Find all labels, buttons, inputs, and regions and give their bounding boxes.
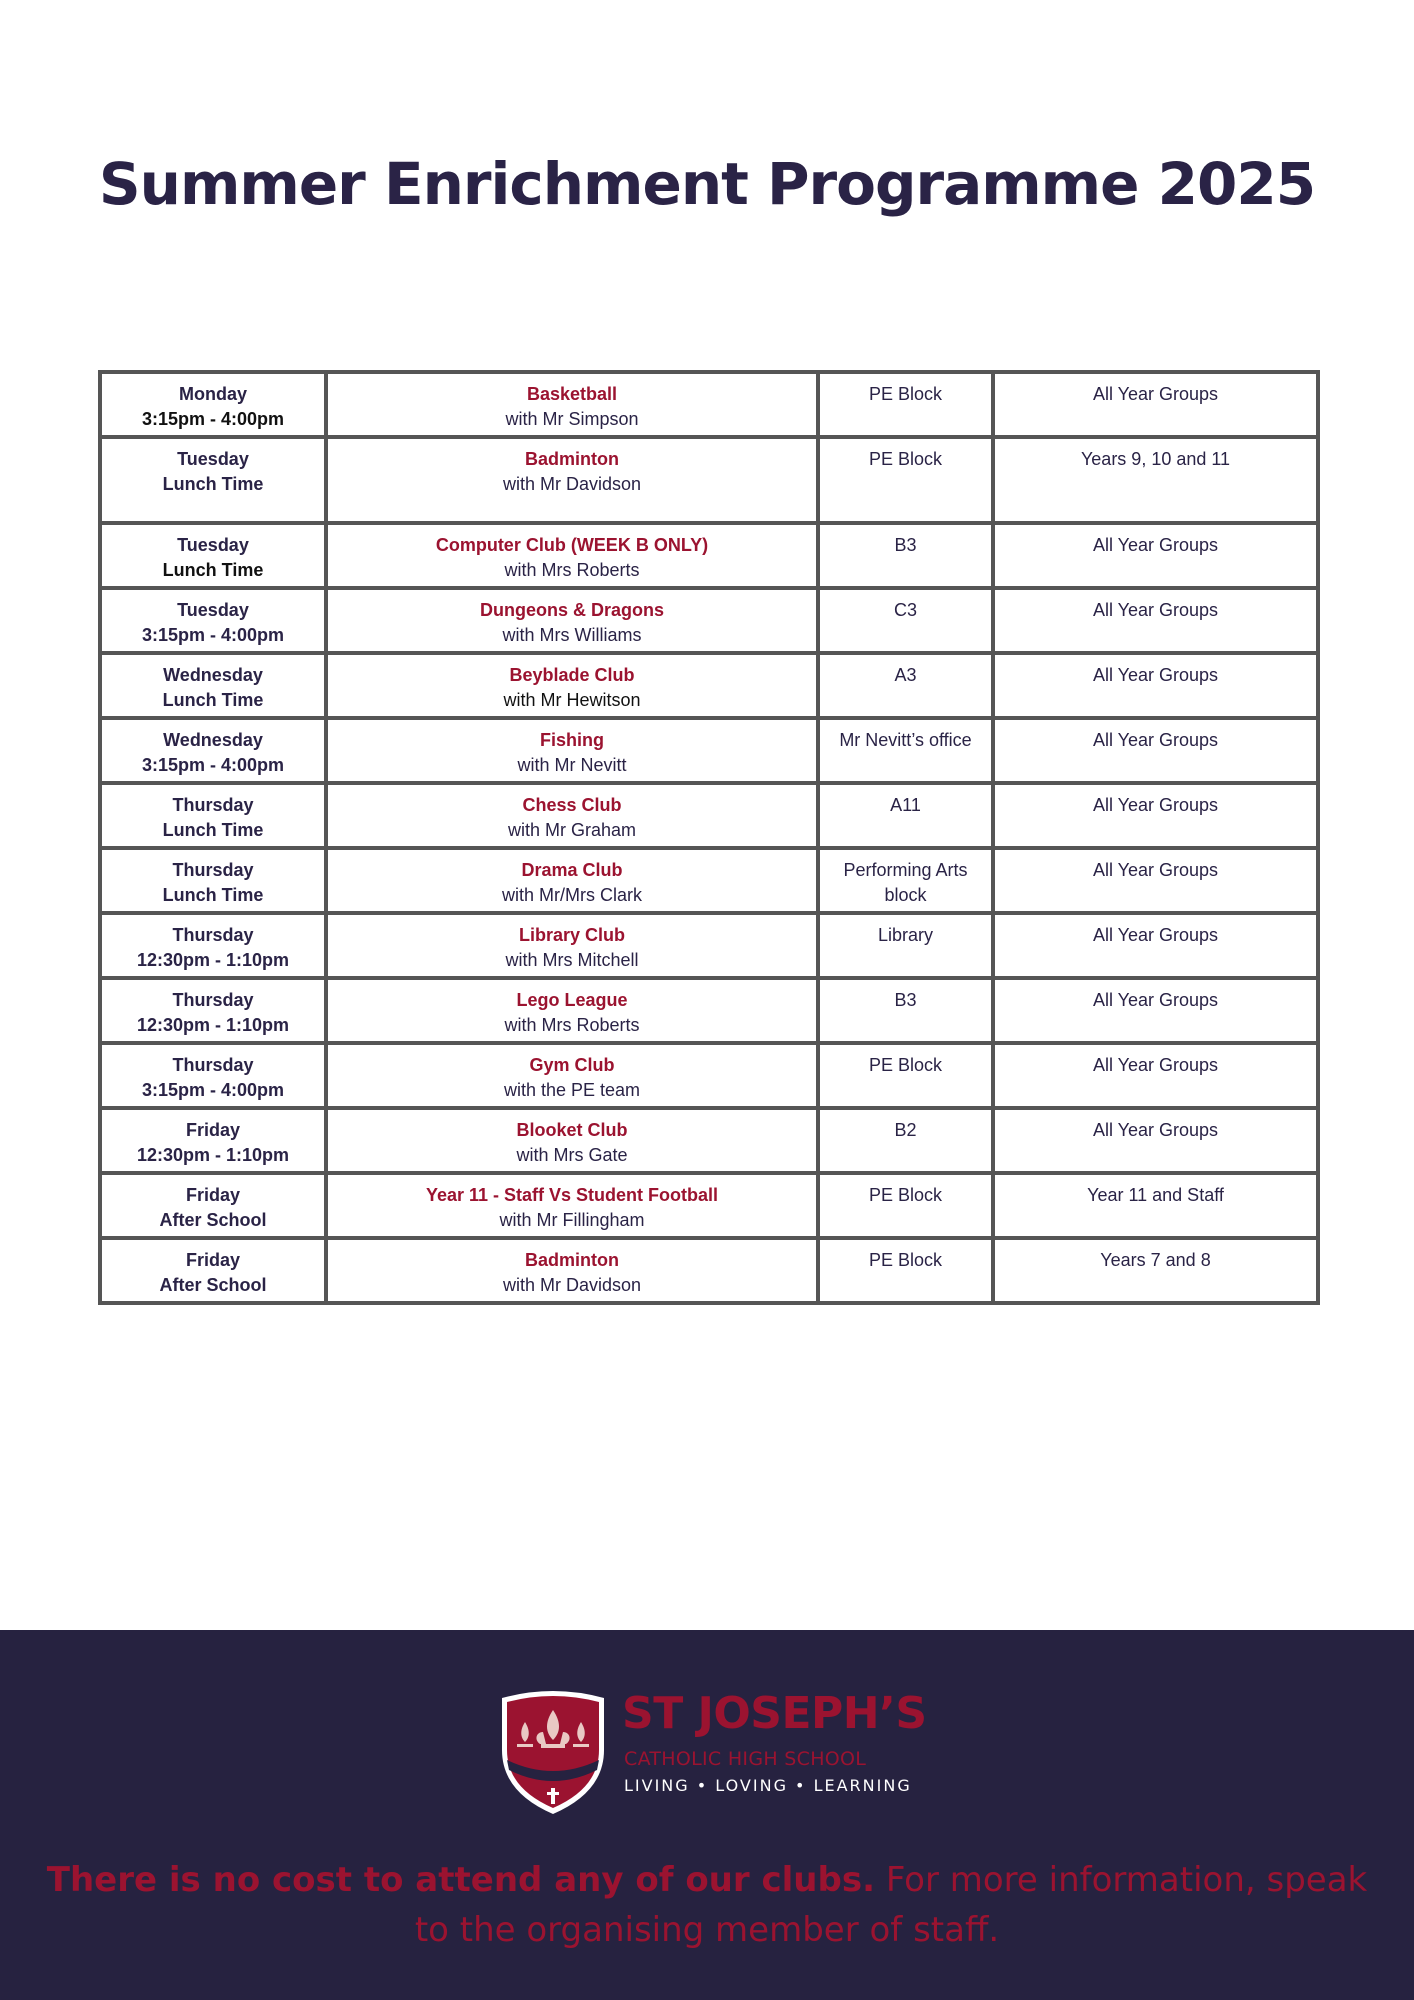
staff-name: with Mr Nevitt [517, 755, 627, 775]
activity-cell [326, 978, 818, 1043]
activity-name: Chess Club [522, 795, 622, 815]
footer-banner [0, 1630, 1414, 2000]
year-groups-cell: All Year Groups [993, 978, 1318, 1043]
staff-name: with Mr Davidson [502, 1275, 642, 1295]
day-label: Tuesday [177, 600, 249, 620]
school-subtitle: CATHOLIC HIGH SCHOOL [624, 1748, 867, 1770]
table-row [100, 1173, 1318, 1238]
activity-name: Computer Club (WEEK B ONLY) [435, 535, 709, 555]
day-time-cell [100, 588, 326, 653]
activity-name: Beyblade Club [509, 665, 635, 685]
cost-information-note [30, 1855, 1384, 1955]
activity-name: Library Club [518, 925, 625, 945]
year-groups-cell: All Year Groups [993, 372, 1318, 437]
activity-cell [326, 848, 818, 913]
activity-name: Badminton [525, 1250, 619, 1270]
activity-name: Basketball [526, 384, 618, 404]
day-label: Wednesday [163, 730, 263, 750]
time-label: 3:15pm - 4:00pm [141, 1080, 285, 1100]
table-row [100, 1043, 1318, 1108]
activity-name: Fishing [540, 730, 604, 750]
location-cell: PE Block [818, 1238, 993, 1303]
school-logo [496, 1688, 936, 1818]
time-label: Lunch Time [162, 690, 264, 710]
day-time-cell [100, 523, 326, 588]
day-time-cell [100, 1043, 326, 1108]
year-groups-cell: All Year Groups [993, 653, 1318, 718]
day-time-cell [100, 978, 326, 1043]
location-cell: Library [818, 913, 993, 978]
table-row [100, 523, 1318, 588]
time-label: 3:15pm - 4:00pm [141, 409, 285, 429]
day-time-cell [100, 653, 326, 718]
table-row [100, 437, 1318, 523]
year-groups-cell: All Year Groups [993, 783, 1318, 848]
table-row [100, 783, 1318, 848]
activity-cell [326, 1238, 818, 1303]
day-label: Thursday [172, 990, 254, 1010]
day-label: Friday [185, 1120, 241, 1140]
school-name: ST JOSEPH’S [622, 1688, 927, 1739]
location-cell: PE Block [818, 372, 993, 437]
time-label: 12:30pm - 1:10pm [136, 1015, 290, 1035]
activity-name: Lego League [516, 990, 628, 1010]
staff-name: with Mrs Roberts [504, 1015, 640, 1035]
time-label: 3:15pm - 4:00pm [141, 755, 285, 775]
staff-name: with Mr Simpson [505, 409, 639, 429]
activity-cell [326, 1173, 818, 1238]
location-cell: B3 [818, 978, 993, 1043]
time-label: Lunch Time [162, 560, 264, 580]
table-row [100, 653, 1318, 718]
day-label: Monday [178, 384, 247, 404]
table-row [100, 718, 1318, 783]
activity-cell [326, 523, 818, 588]
day-label: Thursday [172, 860, 254, 880]
location-cell: PE Block [818, 1043, 993, 1108]
activity-cell [326, 783, 818, 848]
table-row [100, 848, 1318, 913]
day-time-cell [100, 1238, 326, 1303]
day-label: Thursday [172, 925, 254, 945]
time-label: Lunch Time [162, 820, 264, 840]
time-label: 3:15pm - 4:00pm [141, 625, 285, 645]
day-time-cell [100, 718, 326, 783]
staff-name: with Mr/Mrs Clark [502, 885, 642, 905]
staff-name: with Mrs Williams [502, 625, 642, 645]
staff-name: with Mr Hewitson [503, 690, 641, 710]
year-groups-cell: All Year Groups [993, 1108, 1318, 1173]
location-cell: C3 [818, 588, 993, 653]
activity-cell [326, 437, 818, 523]
location-cell: B2 [818, 1108, 993, 1173]
activity-cell [326, 718, 818, 783]
year-groups-cell: All Year Groups [993, 523, 1318, 588]
page-title: Summer Enrichment Programme 2025 [98, 150, 1316, 218]
day-time-cell [100, 848, 326, 913]
location-cell: A11 [818, 783, 993, 848]
staff-name: with Mr Davidson [502, 474, 642, 494]
day-label: Thursday [172, 1055, 254, 1075]
no-cost-statement: There is no cost to attend any of our clubs. [46, 1860, 876, 1900]
year-groups-cell: All Year Groups [993, 588, 1318, 653]
time-label: Lunch Time [162, 885, 264, 905]
day-time-cell [100, 1108, 326, 1173]
day-time-cell [100, 1173, 326, 1238]
location-cell: Mr Nevitt’s office [818, 718, 993, 783]
time-label: After School [159, 1210, 267, 1230]
activity-cell [326, 1108, 818, 1173]
activity-name: Badminton [525, 449, 619, 469]
table-row [100, 913, 1318, 978]
activity-cell [326, 913, 818, 978]
table-row [100, 1238, 1318, 1303]
activity-cell [326, 372, 818, 437]
school-crest-icon [496, 1688, 610, 1816]
activity-cell [326, 588, 818, 653]
table-row [100, 978, 1318, 1043]
location-cell: A3 [818, 653, 993, 718]
year-groups-cell: All Year Groups [993, 1043, 1318, 1108]
day-time-cell [100, 437, 326, 523]
table-row [100, 588, 1318, 653]
activity-name: Year 11 - Staff Vs Student Football [425, 1185, 719, 1205]
staff-name: with Mrs Mitchell [505, 950, 639, 970]
day-time-cell [100, 783, 326, 848]
day-time-cell [100, 913, 326, 978]
year-groups-cell: All Year Groups [993, 718, 1318, 783]
day-time-cell [100, 372, 326, 437]
table-row [100, 372, 1318, 437]
year-groups-cell: Year 11 and Staff [993, 1173, 1318, 1238]
staff-name: with Mrs Gate [516, 1145, 628, 1165]
year-groups-cell: Years 7 and 8 [993, 1238, 1318, 1303]
staff-name: with Mrs Roberts [504, 560, 640, 580]
location-cell: PE Block [818, 437, 993, 523]
day-label: Friday [185, 1250, 241, 1270]
activity-cell [326, 1043, 818, 1108]
school-motto: LIVING • LOVING • LEARNING [624, 1776, 912, 1795]
year-groups-cell: All Year Groups [993, 848, 1318, 913]
activity-name: Drama Club [521, 860, 623, 880]
activity-cell [326, 653, 818, 718]
day-label: Wednesday [163, 665, 263, 685]
activity-name: Gym Club [529, 1055, 615, 1075]
activity-name: Blooket Club [516, 1120, 628, 1140]
staff-name: with Mr Graham [507, 820, 637, 840]
year-groups-cell: All Year Groups [993, 913, 1318, 978]
time-label: After School [159, 1275, 267, 1295]
table-row [100, 1108, 1318, 1173]
location-cell: B3 [818, 523, 993, 588]
time-label: 12:30pm - 1:10pm [136, 1145, 290, 1165]
time-label: 12:30pm - 1:10pm [136, 950, 290, 970]
location-cell: Performing Arts block [818, 848, 993, 913]
staff-name: with Mr Fillingham [499, 1210, 645, 1230]
location-cell: PE Block [818, 1173, 993, 1238]
day-label: Thursday [172, 795, 254, 815]
day-label: Tuesday [177, 449, 249, 469]
year-groups-cell: Years 9, 10 and 11 [993, 437, 1318, 523]
day-label: Friday [185, 1185, 241, 1205]
time-label: Lunch Time [162, 474, 264, 494]
day-label: Tuesday [177, 535, 249, 555]
enrichment-schedule-table [98, 370, 1320, 1305]
contact-statement: For more information, speak to the organising member of staff. [414, 1860, 1368, 1950]
staff-name: with the PE team [503, 1080, 641, 1100]
activity-name: Dungeons & Dragons [479, 600, 664, 620]
